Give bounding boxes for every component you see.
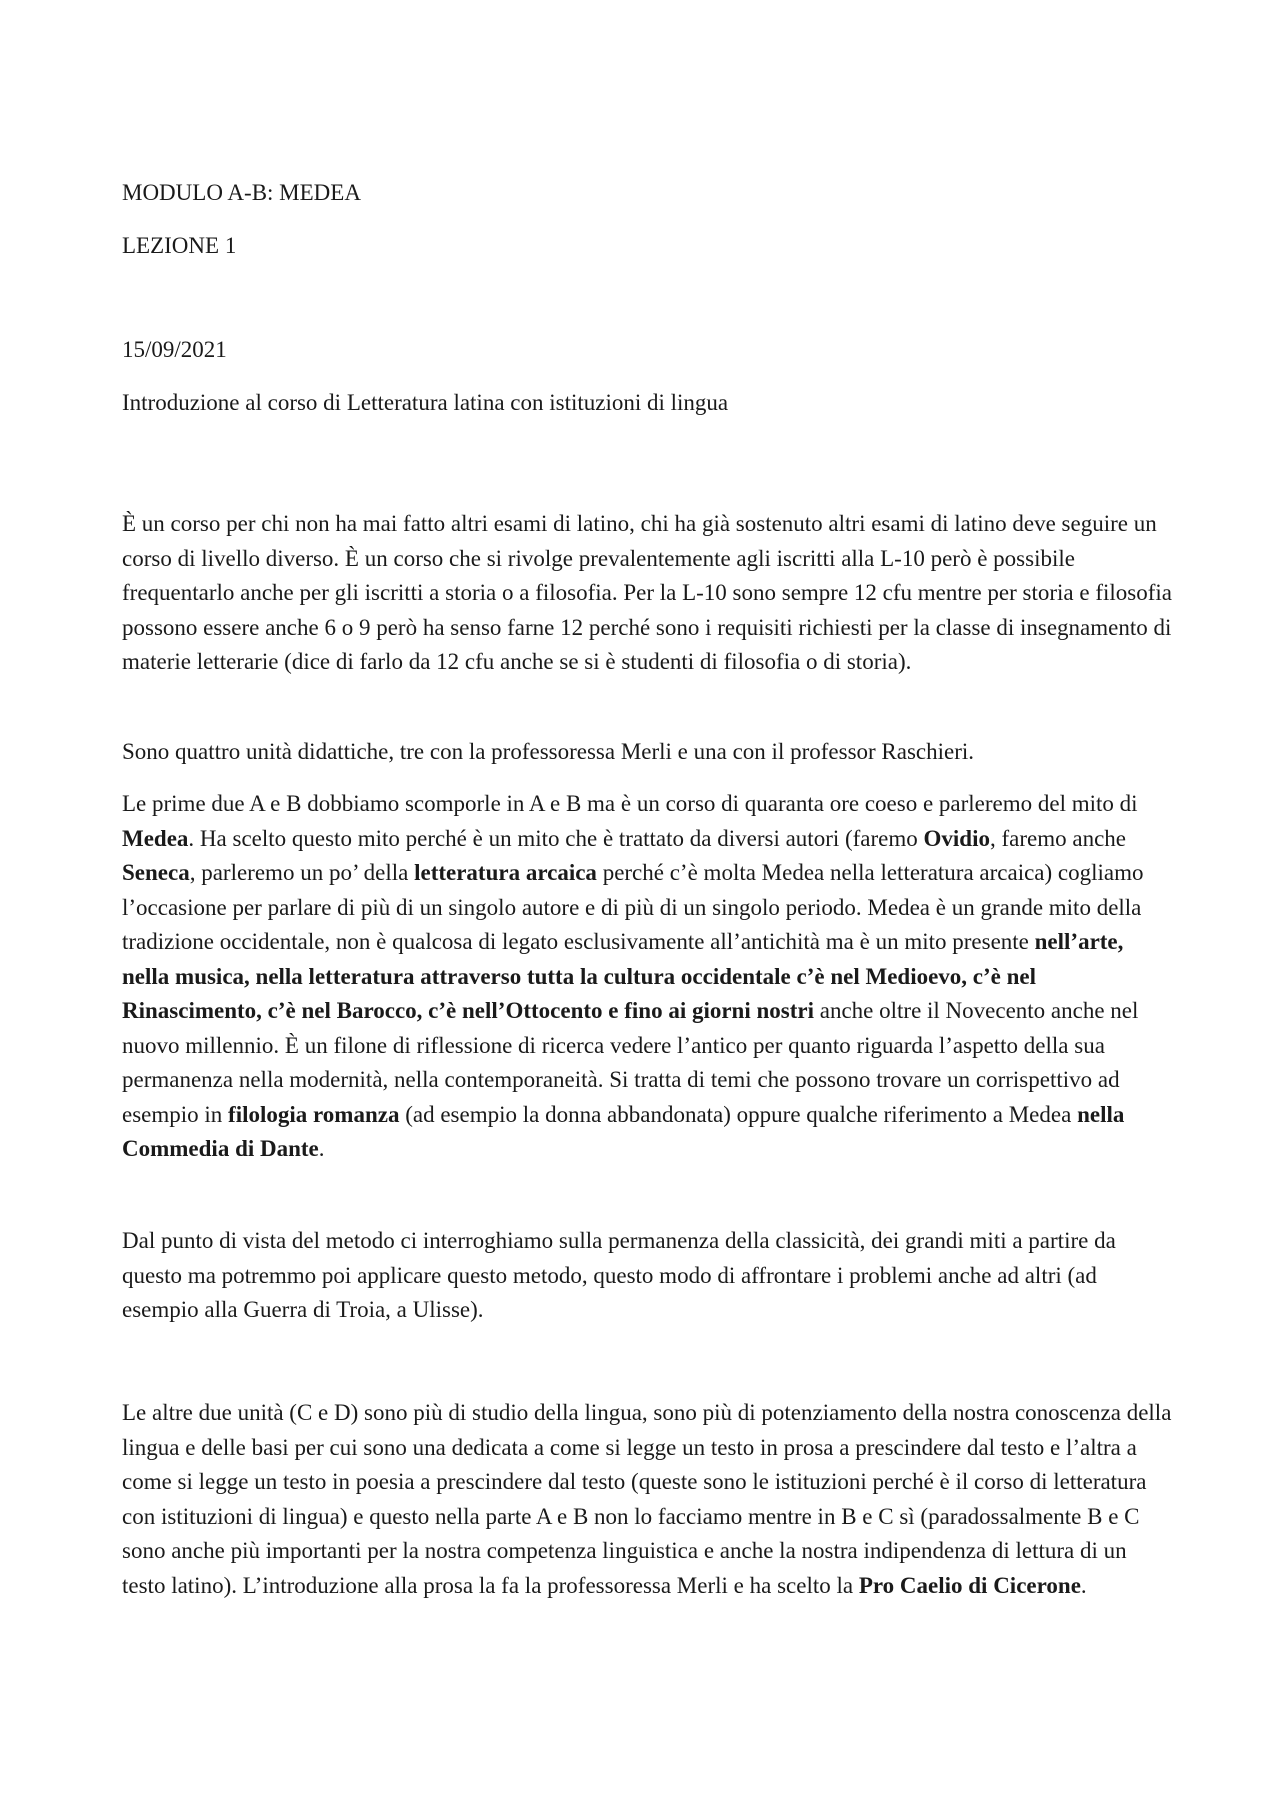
lesson-date: 15/09/2021 <box>122 337 227 362</box>
paragraph-method: Dal punto di vista del metodo ci interroghiamo sulla permanenza della classicità, dei grandi miti a partire da questo ma potremmo poi applicare questo metodo, questo modo di affrontare i problemi anche ad altri (ad esempio alla Guerra di Troia, a Ulisse). <box>122 1228 1116 1322</box>
paragraph-medea: Le prime due A e B dobbiamo scomporle in A e B ma è un corso di quaranta ore coeso e parleremo del mito di Medea. Ha scelto questo mito perché è un mito che è trattato da diversi autori (faremo Ovidio, faremo anche Seneca, parleremo un po’ della letteratura arcaica perché c’è molta Medea nella letteratura arcaica) cogliamo l’occasione per parlare di più di un singolo autore e di più di un singolo periodo. Medea è un grande mito della tradizione occidentale, non è qualcosa di legato esclusivamente all’antichità ma è un mito presente nell’arte, nella musica, nella letteratura attraverso tutta la cultura occidentale c’è nel Medioevo, c’è nel Rinascimento, c’è nel Barocco, c’è nell’Ottocento e fino ai giorni nostri anche oltre il Novecento anche nel nuovo millennio. È un filone di riflessione di ricerca vedere l’antico per quanto riguarda l’aspetto della sua permanenza nella modernità, nella contemporaneità. Si tratta di temi che possono trovare un corrispettivo ad esempio in filologia romanza (ad esempio la donna abbandonata) oppure qualche riferimento a Medea nella Commedia di Dante. <box>122 791 1144 1161</box>
lesson-title: LEZIONE 1 <box>122 233 237 258</box>
paragraph-units: Sono quattro unità didattiche, tre con la professoressa Merli e una con il professor Raschieri. <box>122 739 975 764</box>
module-title: MODULO A-B: MEDEA <box>122 180 361 205</box>
paragraph-course-intro: È un corso per chi non ha mai fatto altri esami di latino, chi ha già sostenuto altri esami di latino deve seguire un corso di livello diverso. È un corso che si rivolge prevalentemente agli iscritti alla L-10 però è possibile frequentarlo anche per gli iscritti a storia o a filosofia. Per la L-10 sono sempre 12 cfu mentre per storia e filosofia possono essere anche 6 o 9 però ha senso farne 12 perché sono i requisiti richiesti per la classe di insegnamento di materie letterarie (dice di farlo da 12 cfu anche se si è studenti di filosofia o di storia). <box>122 511 1172 674</box>
paragraph-other-units: Le altre due unità (C e D) sono più di studio della lingua, sono più di potenziamento della nostra conoscenza della lingua e delle basi per cui sono una dedicata a come si legge un testo in prosa a prescindere dal testo e l’altra a come si legge un testo in poesia a prescindere dal testo (queste sono le istituzioni perché è il corso di letteratura con istituzioni di lingua) e questo nella parte A e B non lo facciamo mentre in B e C sì (paradossalmente B e C sono anche più importanti per la nostra competenza linguistica e anche la nostra indipendenza di lettura di un testo latino). L’introduzione alla prosa la fa la professoressa Merli e ha scelto la Pro Caelio di Cicerone. <box>122 1400 1172 1598</box>
lesson-subtitle: Introduzione al corso di Letteratura latina con istituzioni di lingua <box>122 390 729 415</box>
